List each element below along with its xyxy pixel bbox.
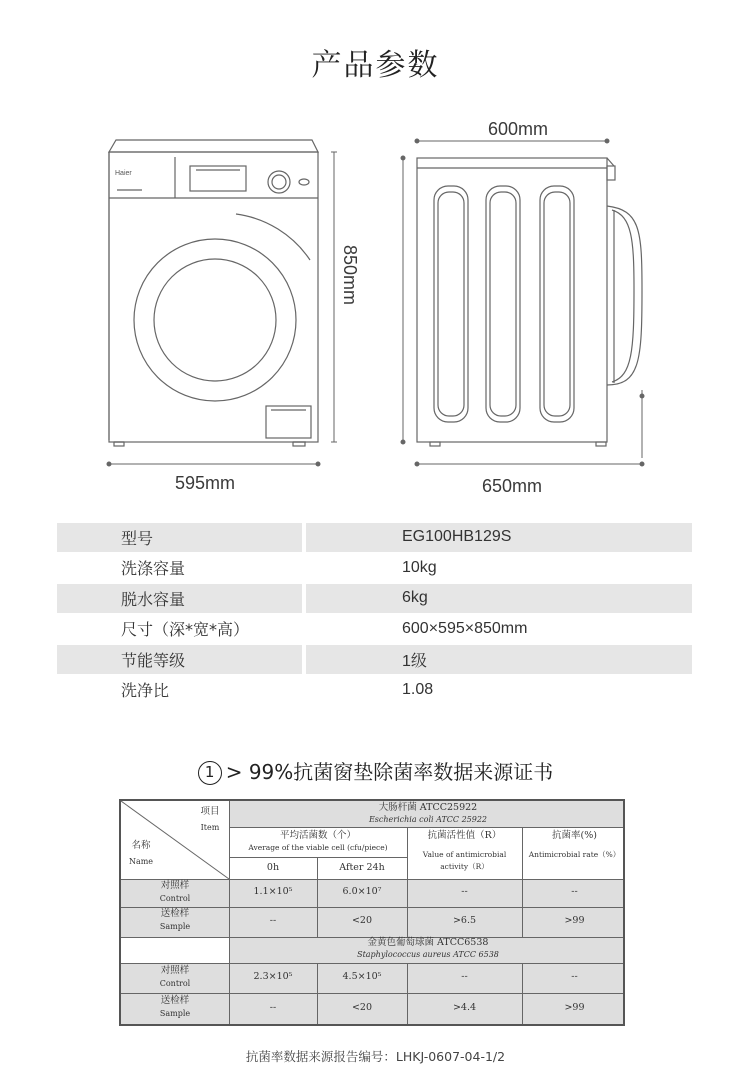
sub-24h: After 24h	[339, 862, 385, 873]
dim-width-front: 595mm	[175, 473, 236, 493]
filter-cover	[266, 406, 311, 438]
spec-value: 6kg	[306, 584, 692, 613]
spec-value: 600×595×850mm	[402, 619, 528, 637]
r4-rate: >99	[564, 1002, 585, 1013]
spec-key: 尺寸（深*宽*高）	[121, 620, 250, 640]
dim-depth-side: 650mm	[482, 476, 543, 496]
item-en: Item	[200, 823, 220, 832]
col-activity-en: Value of antimicrobial activity（R）	[422, 850, 507, 871]
r4-c0: --	[269, 1002, 277, 1013]
side-panel-2	[486, 186, 520, 422]
dim-height: 850mm	[340, 245, 360, 306]
col-rate-cn: 抗菌率(%)	[552, 830, 597, 841]
spec-row	[57, 644, 692, 675]
strain1-en: Escherichia coli ATCC 25922	[368, 815, 488, 824]
spec-value: EG100HB129S	[306, 523, 692, 552]
brand-logo: Haier	[115, 170, 132, 177]
page-title: 产品参数	[311, 48, 440, 83]
spec-key: 型号	[57, 523, 302, 552]
col-activity-cn: 抗菌活性值（R）	[427, 830, 502, 841]
r4-act: >4.4	[452, 1002, 477, 1013]
item-cn: 项目	[200, 806, 220, 817]
program-knob	[268, 171, 290, 193]
r2-act: >6.5	[452, 915, 477, 926]
r2-c0: --	[269, 915, 277, 926]
side-panel-1	[434, 186, 468, 422]
r3-c0: 2.3×10⁵	[253, 971, 293, 982]
front-body	[109, 152, 318, 442]
spec-row	[57, 583, 692, 614]
door-inner	[154, 259, 276, 381]
sample-cn: 送检样	[160, 908, 190, 919]
control-cn-2: 对照样	[160, 965, 190, 976]
sample-cn-2: 送检样	[160, 995, 190, 1006]
control-en: Control	[159, 894, 191, 903]
r2-c24: <20	[351, 915, 373, 926]
sample-en-2: Sample	[159, 1009, 191, 1018]
r4-c24: <20	[351, 1002, 373, 1013]
spec-value: 1级	[306, 645, 692, 674]
spec-key: 洗净比	[121, 681, 170, 701]
spec-row	[57, 522, 692, 553]
name-en: Name	[128, 857, 154, 866]
r2-rate: >99	[564, 915, 585, 926]
certificate-table	[119, 799, 625, 1026]
sample-en: Sample	[159, 922, 191, 931]
spec-key: 节能等级	[57, 645, 302, 674]
sub-0h: 0h	[266, 862, 280, 873]
side-body	[417, 158, 607, 442]
r1-c0: 1.1×10⁵	[253, 886, 293, 897]
spec-key: 脱水容量	[57, 584, 302, 613]
name-cn: 名称	[131, 840, 151, 851]
report-footnote: 抗菌率数据来源报告编号：LHKJ-0607-04-1/2	[245, 1049, 506, 1064]
dimension-diagram	[0, 100, 751, 510]
r3-c24: 4.5×10⁵	[342, 971, 382, 982]
power-button	[299, 179, 309, 185]
washer-drawing	[0, 100, 751, 510]
spec-value: 1.08	[402, 680, 434, 698]
col-count-en: Average of the viable cell (cfu/piece)	[248, 843, 388, 852]
r3-act: --	[461, 971, 468, 982]
r1-c24: 6.0×10⁷	[342, 886, 382, 897]
cert-title-text: > 99%抗菌窗垫除菌率数据来源证书	[225, 760, 554, 784]
control-en-2: Control	[159, 979, 191, 988]
r1-rate: --	[571, 886, 578, 897]
spec-row	[57, 614, 692, 645]
strain2-cn: 金黄色葡萄球菌 ATCC6538	[367, 937, 489, 948]
spec-row	[57, 675, 692, 706]
col-rate-en: Antimicrobial rate（%）	[528, 850, 621, 859]
strain2-en: Staphylococcus aureus ATCC 6538	[357, 950, 499, 959]
cert-section-title	[0, 756, 751, 785]
spec-key: 洗涤容量	[121, 559, 186, 579]
spec-value: 10kg	[402, 558, 437, 576]
r3-rate: --	[571, 971, 578, 982]
strain1-cn: 大肠杆菌 ATCC25922	[378, 802, 478, 813]
spec-table	[57, 522, 692, 705]
r1-act: --	[461, 886, 468, 897]
section-number-badge: 1	[198, 761, 222, 785]
control-cn: 对照样	[160, 880, 190, 891]
side-panel-3	[540, 186, 574, 422]
door-outer	[134, 239, 296, 401]
col-count-cn: 平均活菌数（个）	[279, 830, 356, 841]
dim-width-top: 600mm	[488, 119, 549, 139]
spec-row	[57, 553, 692, 584]
